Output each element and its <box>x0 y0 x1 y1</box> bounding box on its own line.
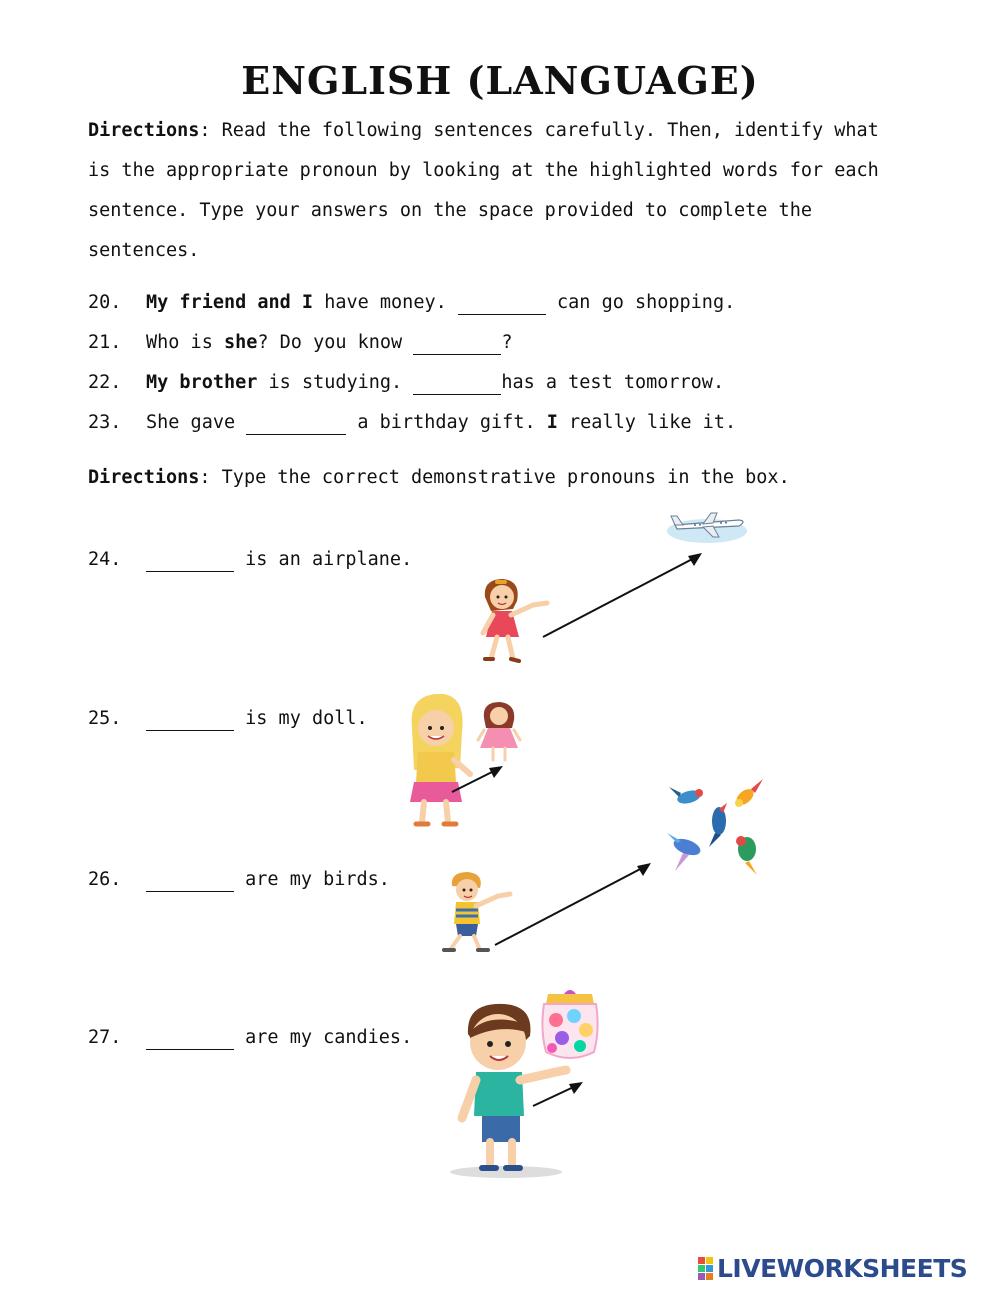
bird-icon <box>709 803 727 847</box>
bird-icon <box>733 779 763 808</box>
doll-icon <box>476 700 522 764</box>
airplane-icon <box>665 505 750 545</box>
directions-label: Directions <box>88 467 200 488</box>
question-text: ? Do you know <box>257 332 414 353</box>
watermark-text: LIVEWORKSHEETS <box>717 1254 968 1283</box>
answer-input-25[interactable] <box>146 710 234 731</box>
question-text: are my birds. <box>234 869 390 890</box>
page-title: ENGLISH (LANGUAGE) <box>241 58 759 103</box>
highlighted-words: I <box>546 412 558 433</box>
question-number: 24. <box>88 549 122 570</box>
question-24 <box>88 549 412 572</box>
boy-pointing-icon <box>440 870 514 955</box>
question-number: 22. <box>88 372 122 393</box>
question-number: 27. <box>88 1027 122 1048</box>
pointing-arrow-candies <box>0 0 1 1</box>
directions-text: : Read the following sentences carefully. Then, identify what is the appropriate pronoun by looking at the highlighted words for each sentence. Type your answers on the space provided to complete the sentences. <box>88 120 879 261</box>
question-22 <box>88 372 724 395</box>
bird-icon <box>669 787 703 806</box>
highlighted-words: she <box>223 332 258 353</box>
question-text: is studying. <box>257 372 414 393</box>
bird-icon <box>736 836 757 875</box>
answer-input-22[interactable] <box>413 374 501 395</box>
question-text: is my doll. <box>234 708 368 729</box>
highlighted-words: My friend and I <box>146 292 314 313</box>
bird-icon <box>667 833 703 871</box>
question-text: ? <box>501 332 513 353</box>
candy-jar-icon <box>538 990 602 1065</box>
question-text: Who is <box>146 332 224 353</box>
question-text: have money. <box>313 292 458 313</box>
answer-input-24[interactable] <box>146 551 234 572</box>
liveworksheets-logo-icon <box>698 1257 713 1280</box>
directions-text: : Type the correct demonstrative pronouns in the box. <box>199 467 790 488</box>
question-text: She gave <box>146 412 247 433</box>
question-23 <box>88 412 736 435</box>
question-text: a birthday gift. <box>346 412 547 433</box>
question-number: 20. <box>88 292 122 313</box>
birds-icon <box>665 775 770 885</box>
directions-demonstratives <box>88 458 888 498</box>
question-number: 26. <box>88 869 122 890</box>
highlighted-words: My brother <box>146 372 258 393</box>
question-number: 25. <box>88 708 122 729</box>
question-26 <box>88 869 390 892</box>
question-27 <box>88 1027 412 1050</box>
question-25 <box>88 708 368 731</box>
question-number: 21. <box>88 332 122 353</box>
question-20 <box>88 292 735 315</box>
directions-pronouns <box>88 111 888 271</box>
answer-input-21[interactable] <box>413 334 501 355</box>
answer-input-26[interactable] <box>146 871 234 892</box>
girl-pointing-icon <box>475 575 550 665</box>
question-text: are my candies. <box>234 1027 413 1048</box>
answer-input-27[interactable] <box>146 1029 234 1050</box>
question-number: 23. <box>88 412 122 433</box>
question-text: is an airplane. <box>234 549 413 570</box>
directions-label: Directions <box>88 120 200 141</box>
question-text: really like it. <box>557 412 737 433</box>
question-text: can go shopping. <box>545 292 736 313</box>
question-text: has a test tomorrow. <box>501 372 725 393</box>
liveworksheets-watermark <box>698 1254 967 1283</box>
answer-input-23[interactable] <box>246 414 346 435</box>
answer-input-20[interactable] <box>458 294 546 315</box>
question-21 <box>88 332 512 355</box>
girl-with-doll-icon <box>400 690 480 830</box>
